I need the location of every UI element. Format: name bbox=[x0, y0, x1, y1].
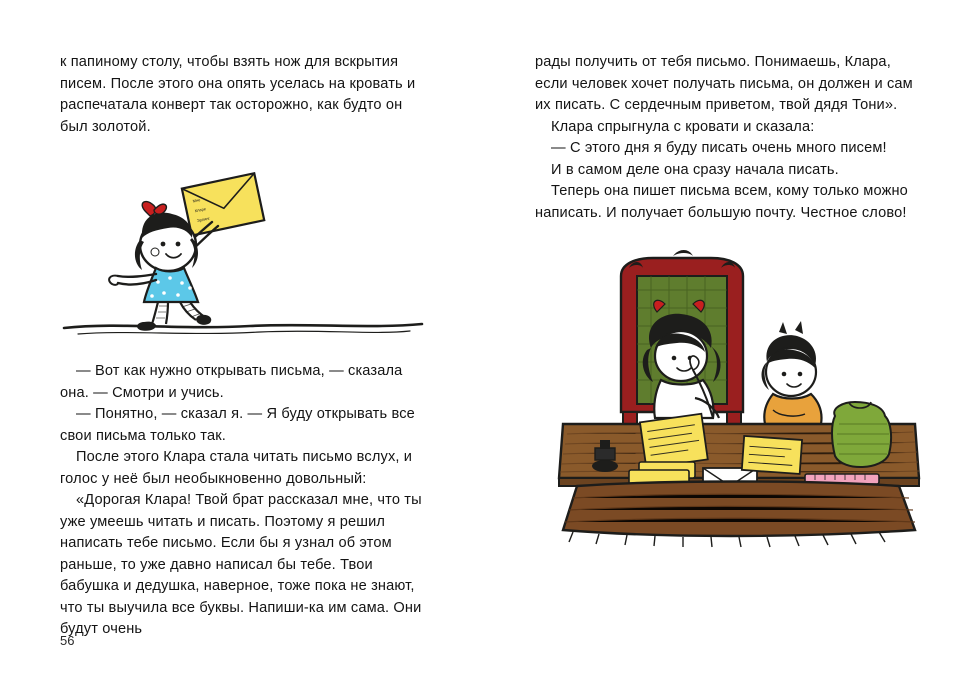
left-page-body bbox=[60, 361, 427, 641]
paragraph-text: — Понятно, — сказал я. — Я буду открывать все свои письма только так. bbox=[60, 406, 415, 444]
boy-at-table bbox=[762, 321, 822, 424]
left-page-paragraph-1 bbox=[60, 52, 427, 138]
children-writing-letters-at-table-illustration bbox=[543, 242, 933, 557]
paragraph-text: рады получить от тебя письмо. Понимаешь, Клара, если человек хочет получать письма, он должен и сам их писать. С сердечным приветом, твой дядя Тони». bbox=[535, 54, 913, 113]
paragraph-text: — Вот как нужно открывать письма, — сказала она. — Смотри и учись. bbox=[60, 363, 403, 401]
letter-being-written bbox=[640, 414, 708, 468]
rug bbox=[563, 482, 915, 548]
girl-illustration-svg bbox=[60, 152, 427, 347]
paragraph-text: И в самом деле она сразу начала писать. bbox=[551, 161, 839, 178]
svg-text:Эрлинг: Эрлинг bbox=[196, 215, 211, 224]
right-page-body bbox=[535, 52, 914, 224]
yellow-envelope bbox=[742, 436, 802, 474]
left-page bbox=[0, 0, 487, 700]
paragraph-text: Теперь она пишет письма всем, кому только можно написать. И получает большую почту. Честное слово! bbox=[535, 183, 908, 221]
right-page bbox=[487, 0, 974, 700]
girl-holding-letter-illustration bbox=[60, 152, 427, 347]
paragraph-text: После этого Клара стала читать письмо вслух, и голос у неё был необыкновенно довольный: bbox=[60, 449, 413, 487]
svg-text:Мне: Мне bbox=[192, 197, 201, 204]
svg-text:Кларе: Кларе bbox=[194, 206, 207, 214]
paragraph-text: «Дорогая Клара! Твой брат рассказал мне, что ты уже умеешь читать и писать. Поэтому я решил написать тебе письмо. Если бы я узнал об этом раньше, то уже давно написал бы тебе. Твои бабушка и дедушка, наверное, тоже пока не знают, что ты выучила все буквы. Напиши-ка им сама. Они будут очень bbox=[60, 492, 422, 637]
green-sweater bbox=[832, 402, 891, 467]
page-number: 56 bbox=[60, 633, 75, 648]
paragraph-text: Клара спрыгнула с кровати и сказала: bbox=[551, 118, 815, 135]
table-illustration-svg bbox=[543, 242, 933, 557]
paragraph-text: — С этого дня я буду писать очень много писем! bbox=[551, 140, 887, 156]
paragraph-text: к папиному столу, чтобы взять нож для вскрытия писем. После этого она опять уселась на кровать и распечатала конверт так осторожно, как будто он был золотой. bbox=[60, 54, 416, 135]
